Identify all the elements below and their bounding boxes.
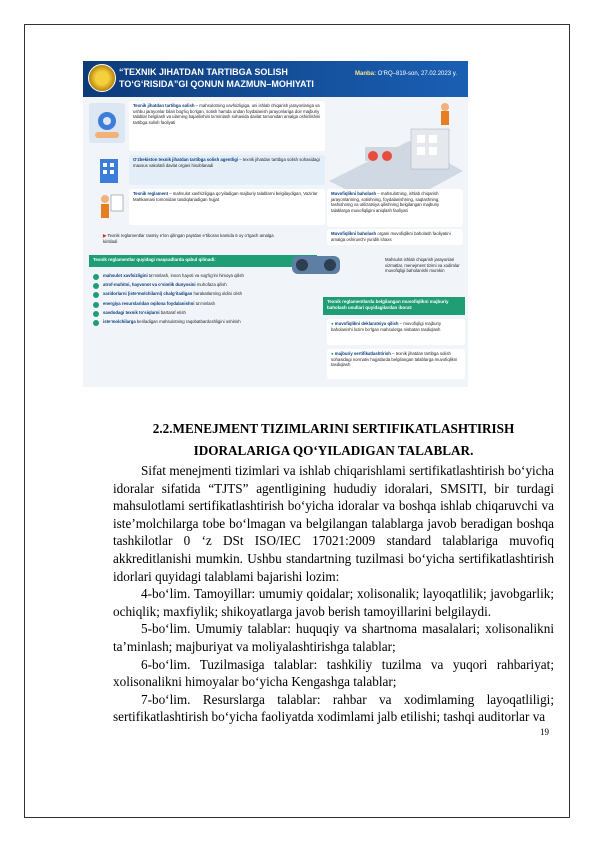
goal-bold: atrof-muhitni, hayvonot va o‘simlik dunyosini <box>103 282 196 288</box>
infographic-source <box>355 71 457 77</box>
box4-term: Muvofiqlikni baholash <box>331 191 377 196</box>
goal-text: harakatlarning oldini olish <box>192 291 242 297</box>
definition-box-2 <box>129 155 325 185</box>
box7-term: majburiy sertifikatlashtirish <box>334 351 391 356</box>
infographic-title-line2: TO‘G‘RISIDA”GI QONUN MAZMUN–MOHIYATI <box>119 79 314 89</box>
goal-text: beriladigan mahsulotning raqobatbardoshligini oshirish <box>135 319 241 325</box>
infographic <box>83 61 468 387</box>
paragraph: 5-bo‘lim. Umumiy talablar: huquqiy va shartnoma masalalari; xolisonalikni ta’minlash; majburiyat va moliyalashtirishga talablar; <box>113 621 554 654</box>
definition-box-3 <box>129 189 325 225</box>
state-emblem-icon <box>88 64 116 92</box>
list-item <box>91 273 271 278</box>
assessment-banner: Texnik reglamentlarda belgilangan muvofiqlikni majburiy baholash usullari quyidagilardan iborat: <box>323 297 465 315</box>
goals-list <box>91 273 271 328</box>
box1-term: Texnik jihatdan tartibga solish <box>133 103 195 108</box>
goal-bold: energiya resurslaridan oqilona foydalanishni <box>103 300 195 306</box>
box4-text: – mahsulotning, ishlab chiqarish jarayonlarining, sotishning, foydalanishning, saqlashning, tashishning va utilizatsiya qilishning belgilangan majburiy talablarga muvofiqligini aniqlash faoliyati <box>331 191 440 213</box>
box7-text: – texnik jihatdan tartibga solish sohasidagi normativ hujjatlarda belgilangan talablarga muvofiqlikni tasdiqlash <box>331 351 458 368</box>
box5-term: Muvofiqlikni baholash <box>331 231 377 236</box>
infographic-header <box>83 61 468 97</box>
goal-bold: iste’molchilarga <box>103 319 136 325</box>
list-item <box>91 319 271 324</box>
machine-illustration <box>288 246 348 282</box>
source-value: O‘RQ–819-son, 27.02.2023 y. <box>377 71 457 77</box>
box3-text: – mahsulot xavfsizligiga qo‘yiladigan majburiy talablarni belgilaydigan, Vazirlar Mahkamasi tomonidan tasdiqlanadigan hujjat <box>133 191 318 202</box>
paragraph: 7-bo‘lim. Resurslarga talablar: rahbar va xodimlaming layoqatliligi; sertifikatlashtirish bo‘yicha faoliyatda xodimlami jalb etilishi; tashqi auditorlar va <box>113 691 554 725</box>
definition-box-1 <box>129 101 325 151</box>
reglament-note-text: Texnik reglamentlar rasmiy e’lon qilingan paytdan e’tiboran kamida 6 oy o‘tgach amalga kiritiladi <box>103 233 274 244</box>
building-icon <box>97 155 121 185</box>
goal-text: muhofaza qilish <box>195 282 227 288</box>
goals-banner: Texnik reglamentlar quyidagi maqsadlarda qabul qilinadi: <box>89 255 317 267</box>
infographic-title-line1: “TEXNIK JIHATDAN TARTIBGA SOLISH <box>119 67 288 77</box>
definition-box-6 <box>327 319 465 345</box>
list-item <box>91 291 271 296</box>
goal-text: ta’minlash, inson hayoti va sog‘lig‘ini himoya qilish <box>147 273 244 278</box>
goal-bold: xaridorlarni (iste’molchilarni) chalg‘itadigan <box>103 291 193 297</box>
assessment-note: Mahsulot ishlab chiqarish jarayonlari xizmatlar, menejment tizimi va xodimlar muvofiqligi baholanishi mumkin <box>385 257 460 274</box>
definition-box-4 <box>327 189 463 227</box>
section-heading-line2: IDORALARIGA QO‘YILADIGAN TALABLAR. <box>193 443 474 458</box>
reglament-note <box>103 233 281 244</box>
box1-text: – mahsulotning xavfsizligiga, uni ishlab chiqarish jarayonlariga va ushbu jarayonlar bilan bog‘liq bo‘lgan, sotish hamda undan foydalanish jarayonlariga doir majburiy talablar belgilash va ularning bajarilishini ta’minlash sohasida davlat tomonidan amalga oshirilishini tartibga solish faoliyati <box>133 103 321 125</box>
section-heading <box>113 418 554 462</box>
paragraph: 6-bo‘lim. Tuzilmasiga talablar: tashkiliy tuzilma va yuqori rahbariyat; xolisonalikni himoyalar bo‘yicha Kengashga talablar; <box>113 656 554 690</box>
goal-text: ta’minlash <box>194 300 216 306</box>
list-item <box>91 310 271 315</box>
paragraph: 4-bo‘lim. Tamoyillar: umumiy qoidalar; xolisonalik; layoqatlilik; javobgarlik; ochiqlik; maxfiylik; shikoyatlarga javob berish tamoyillarini belgilaydi. <box>113 586 554 619</box>
list-item <box>91 282 271 287</box>
certificate-icon: ● <box>331 351 335 356</box>
box2-text: – texnik jihatdan tartibga solish sohasidagi maxsus vakolatli davlat organi hisoblanadi <box>133 157 320 168</box>
page-number: 19 <box>540 727 549 737</box>
arrow-right-icon: ▶ <box>103 233 107 238</box>
box5-text: organi muvofiqlikni baholash faoliyatini amalga oshiruvchi yuridik shaxs <box>331 231 451 242</box>
box3-term: Texnik reglament <box>133 191 169 196</box>
check-icon: ● <box>331 321 335 326</box>
list-item <box>91 301 271 306</box>
box2-term: O‘zbekiston texnik jihatdan tartibga solish agentligi <box>133 157 239 162</box>
box6-text: – muvofiqligi majburiy baholanishi lozim bo‘lgan mahsulotga nisbatan tasdiqlash <box>331 321 442 332</box>
worker-document-icon <box>97 191 125 225</box>
paragraph: Sifat menejmenti tizimlari va ishlab chiqarishlami sertifikatlashtirish bo‘yicha idoralar sifatida “TJTS” agentligining hududiy idoralari, SMSITI, bir turdagi mahsulotlami sertifikatlashtirish bo‘yicha idoralar va boshqa ishlab chiqaruvchi va iste’molchilarga tobe bo‘lmagan va belgilangan talablarga javob beradigan boshqa tashkilotlar 0 ‘z DSt ISO/IEC 17021:2009 standard talablariga muvofiq akkreditlanishi mumkin. Ushbu standartning tuzilmasi bo‘yicha sertifikatlashtirish idorlari quyidagi talablami bajarishi lozim: <box>113 463 554 584</box>
goal-text: bartaraf etish <box>159 309 186 315</box>
box6-term: muvofiqlikni deklaratsiya qilish <box>334 321 399 326</box>
goal-bold: savdodagi texnik to‘siqlarni <box>103 309 160 315</box>
main-text <box>113 418 554 726</box>
goal-bold: mahsulot xavfsizligini <box>103 273 148 278</box>
hands-gear-icon <box>89 103 125 143</box>
definition-box-5 <box>327 229 463 245</box>
definition-box-7 <box>327 349 465 379</box>
section-heading-line1: 2.2.MENEJMENT TIZIMLARINI SERTIFIKATLASHTIRISH <box>152 421 515 436</box>
infographic-title <box>119 66 334 90</box>
source-label: Manba: <box>355 71 376 77</box>
